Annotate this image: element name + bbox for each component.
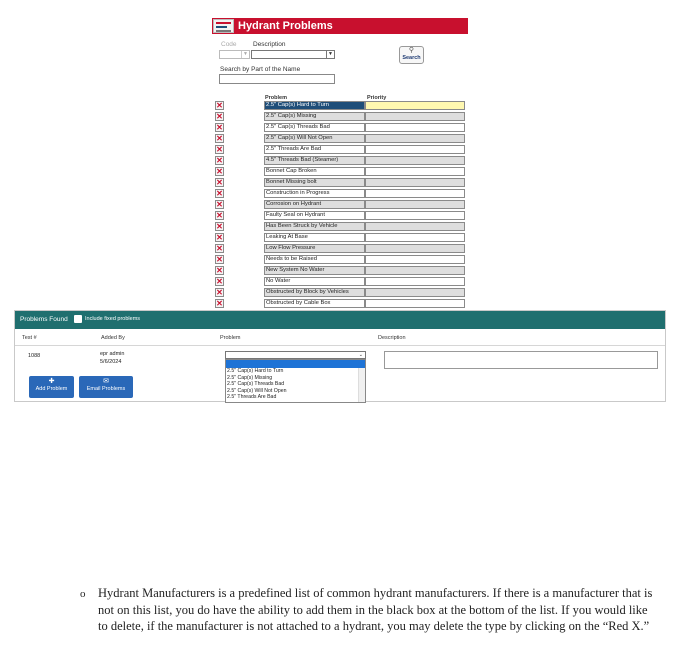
delete-x-icon[interactable]: ✕	[216, 244, 223, 253]
table-row	[212, 122, 468, 133]
panel-header	[15, 311, 665, 329]
column-header-description: Description	[378, 335, 406, 341]
priority-field[interactable]	[365, 123, 465, 132]
problem-name[interactable]: Faulty Seal on Hydrant	[264, 211, 365, 220]
problem-name[interactable]: Needs to be Raised	[264, 255, 365, 264]
table-row	[212, 111, 468, 122]
table-row	[212, 133, 468, 144]
delete-x-icon[interactable]: ✕	[216, 101, 223, 110]
column-header-problem: Problem	[265, 95, 288, 101]
priority-field[interactable]	[365, 244, 465, 253]
priority-field[interactable]	[365, 299, 465, 308]
email-problems-button[interactable]	[79, 376, 133, 398]
delete-x-icon[interactable]: ✕	[216, 288, 223, 297]
dropdown-highlighted-option[interactable]	[226, 360, 365, 368]
added-by-user: epr admin	[100, 351, 125, 357]
hydrant-problems-window	[212, 18, 468, 308]
table-row	[212, 287, 468, 298]
search-by-name-input[interactable]	[219, 74, 335, 84]
table-row	[212, 298, 468, 308]
dropdown-option[interactable]: 2.5" Cap(s) Threads Bad	[227, 381, 285, 387]
logo	[213, 19, 234, 33]
description-select[interactable]	[251, 50, 335, 59]
problem-name[interactable]: 2.5" Cap(s) Missing	[264, 112, 365, 121]
delete-x-icon[interactable]: ✕	[216, 299, 223, 308]
priority-field[interactable]	[365, 189, 465, 198]
delete-x-icon[interactable]: ✕	[216, 189, 223, 198]
delete-x-icon[interactable]: ✕	[216, 233, 223, 242]
dropdown-option[interactable]: 2.5" Cap(s) Will Not Open	[227, 387, 287, 394]
delete-x-icon[interactable]: ✕	[216, 112, 223, 121]
table-row	[212, 199, 468, 210]
problem-name[interactable]: Has Been Struck by Vehicle	[264, 222, 365, 231]
email-problems-label: Email Problems	[86, 386, 126, 392]
priority-field[interactable]	[365, 134, 465, 143]
problem-name[interactable]: Low Flow Pressure	[264, 244, 365, 253]
problem-dropdown-list	[225, 359, 366, 403]
delete-x-icon[interactable]: ✕	[216, 156, 223, 165]
problem-name[interactable]: 4.5" Threads Bad (Steamer)	[264, 156, 365, 165]
table-row	[212, 254, 468, 265]
priority-field[interactable]	[365, 112, 465, 121]
table-row	[212, 243, 468, 254]
priority-field[interactable]	[365, 167, 465, 176]
priority-field[interactable]	[365, 255, 465, 264]
problem-name[interactable]: Bonnet Cap Broken	[264, 167, 365, 176]
priority-field[interactable]	[365, 266, 465, 275]
problem-name[interactable]: No Water	[264, 277, 365, 286]
delete-x-icon[interactable]: ✕	[216, 178, 223, 187]
table-row	[212, 144, 468, 155]
priority-field[interactable]	[365, 200, 465, 209]
dropdown-option[interactable]: 2.5" Threads Are Bad	[227, 394, 277, 400]
problem-name[interactable]: Obstructed by Cable Box	[264, 299, 365, 308]
code-label: Code	[221, 41, 237, 48]
test-number: 1088	[28, 353, 41, 359]
problems-found-panel	[14, 310, 666, 402]
problem-name[interactable]: Bonnet Missing bolt	[264, 178, 365, 187]
table-row	[212, 232, 468, 243]
list-bullet: o	[80, 588, 86, 600]
problem-select[interactable]	[225, 351, 366, 359]
table-row	[212, 166, 468, 177]
priority-field[interactable]	[365, 277, 465, 286]
table-header	[15, 329, 665, 346]
priority-field[interactable]	[365, 211, 465, 220]
panel-title: Problems Found	[20, 316, 68, 323]
problem-name[interactable]: 2.5" Cap(s) Threads Bad	[264, 123, 365, 132]
delete-x-icon[interactable]: ✕	[216, 123, 223, 132]
table-row	[212, 210, 468, 221]
instruction-text: Hydrant Manufacturers is a predefined list of common hydrant manufacturers. If there is a manufacturer that is not on this list, you do have the ability to add them in the black box at the bottom of the list. If you would like to delete, if the manufacturer is not attached to a hydrant, you may delete the type by clicking on the “Red X.”	[98, 586, 653, 633]
delete-x-icon[interactable]: ✕	[216, 266, 223, 275]
description-textarea[interactable]	[384, 351, 658, 369]
table-row	[212, 155, 468, 166]
priority-field[interactable]	[365, 288, 465, 297]
problem-name[interactable]: 2.5" Cap(s) Will Not Open	[264, 134, 365, 143]
table-row	[212, 177, 468, 188]
add-problem-label: Add Problem	[35, 386, 68, 392]
description-label: Description	[253, 41, 286, 48]
problem-name[interactable]: Obstructed by Block by Vehicles	[264, 288, 365, 297]
table-row	[212, 265, 468, 276]
table-row	[212, 221, 468, 232]
chevron-down-icon: ▼	[326, 51, 334, 58]
table-row	[212, 276, 468, 287]
chevron-down-icon: ▼	[241, 51, 249, 58]
problem-list	[212, 100, 468, 308]
added-date: 5/6/2024	[100, 359, 122, 365]
delete-x-icon[interactable]: ✕	[216, 167, 223, 176]
include-fixed-checkbox[interactable]	[74, 315, 82, 323]
dropdown-scrollbar[interactable]	[358, 368, 365, 403]
priority-field[interactable]	[365, 222, 465, 231]
priority-field[interactable]	[365, 233, 465, 242]
window-title: Hydrant Problems	[238, 20, 333, 32]
problem-name[interactable]: 2.5" Cap(s) Hard to Turn	[264, 101, 365, 110]
delete-x-icon[interactable]: ✕	[216, 277, 223, 286]
delete-x-icon[interactable]: ✕	[216, 222, 223, 231]
priority-field[interactable]	[365, 178, 465, 187]
search-button[interactable]	[399, 46, 424, 64]
delete-x-icon[interactable]: ✕	[216, 211, 223, 220]
binoculars-icon: ⚲	[408, 47, 415, 54]
add-problem-button[interactable]	[29, 376, 74, 398]
column-header-added-by: Added By	[101, 335, 125, 341]
priority-field[interactable]	[365, 145, 465, 154]
table-row	[212, 100, 468, 111]
code-select[interactable]	[219, 50, 250, 59]
search-button-label: Search	[402, 55, 421, 61]
delete-x-icon[interactable]: ✕	[216, 145, 223, 154]
column-header-problem: Problem	[220, 335, 241, 341]
envelope-icon: ✉	[103, 378, 109, 385]
search-by-name-label: Search by Part of the Name	[220, 66, 301, 73]
delete-x-icon[interactable]: ✕	[216, 134, 223, 143]
problem-name[interactable]: 2.5" Threads Are Bad	[264, 145, 365, 154]
priority-field[interactable]	[365, 156, 465, 165]
chevron-down-icon: ⌄	[358, 352, 363, 358]
problem-name[interactable]: Corrosion on Hydrant	[264, 200, 365, 209]
plus-icon: ✚	[48, 378, 55, 385]
include-fixed-label: Include fixed problems	[85, 316, 141, 322]
dropdown-option[interactable]: 2.5" Cap(s) Missing	[227, 374, 273, 381]
table-row	[212, 188, 468, 199]
problem-name[interactable]: New System No Water	[264, 266, 365, 275]
priority-field[interactable]	[365, 101, 465, 110]
problem-name[interactable]: Leaking At Base	[264, 233, 365, 242]
column-header-test: Test #	[22, 335, 37, 341]
window-header	[212, 18, 468, 34]
delete-x-icon[interactable]: ✕	[216, 200, 223, 209]
dropdown-option[interactable]: 2.5" Cap(s) Hard to Turn	[227, 368, 284, 374]
delete-x-icon[interactable]: ✕	[216, 255, 223, 264]
column-header-priority: Priority	[367, 95, 387, 101]
problem-name[interactable]: Construction in Progress	[264, 189, 365, 198]
